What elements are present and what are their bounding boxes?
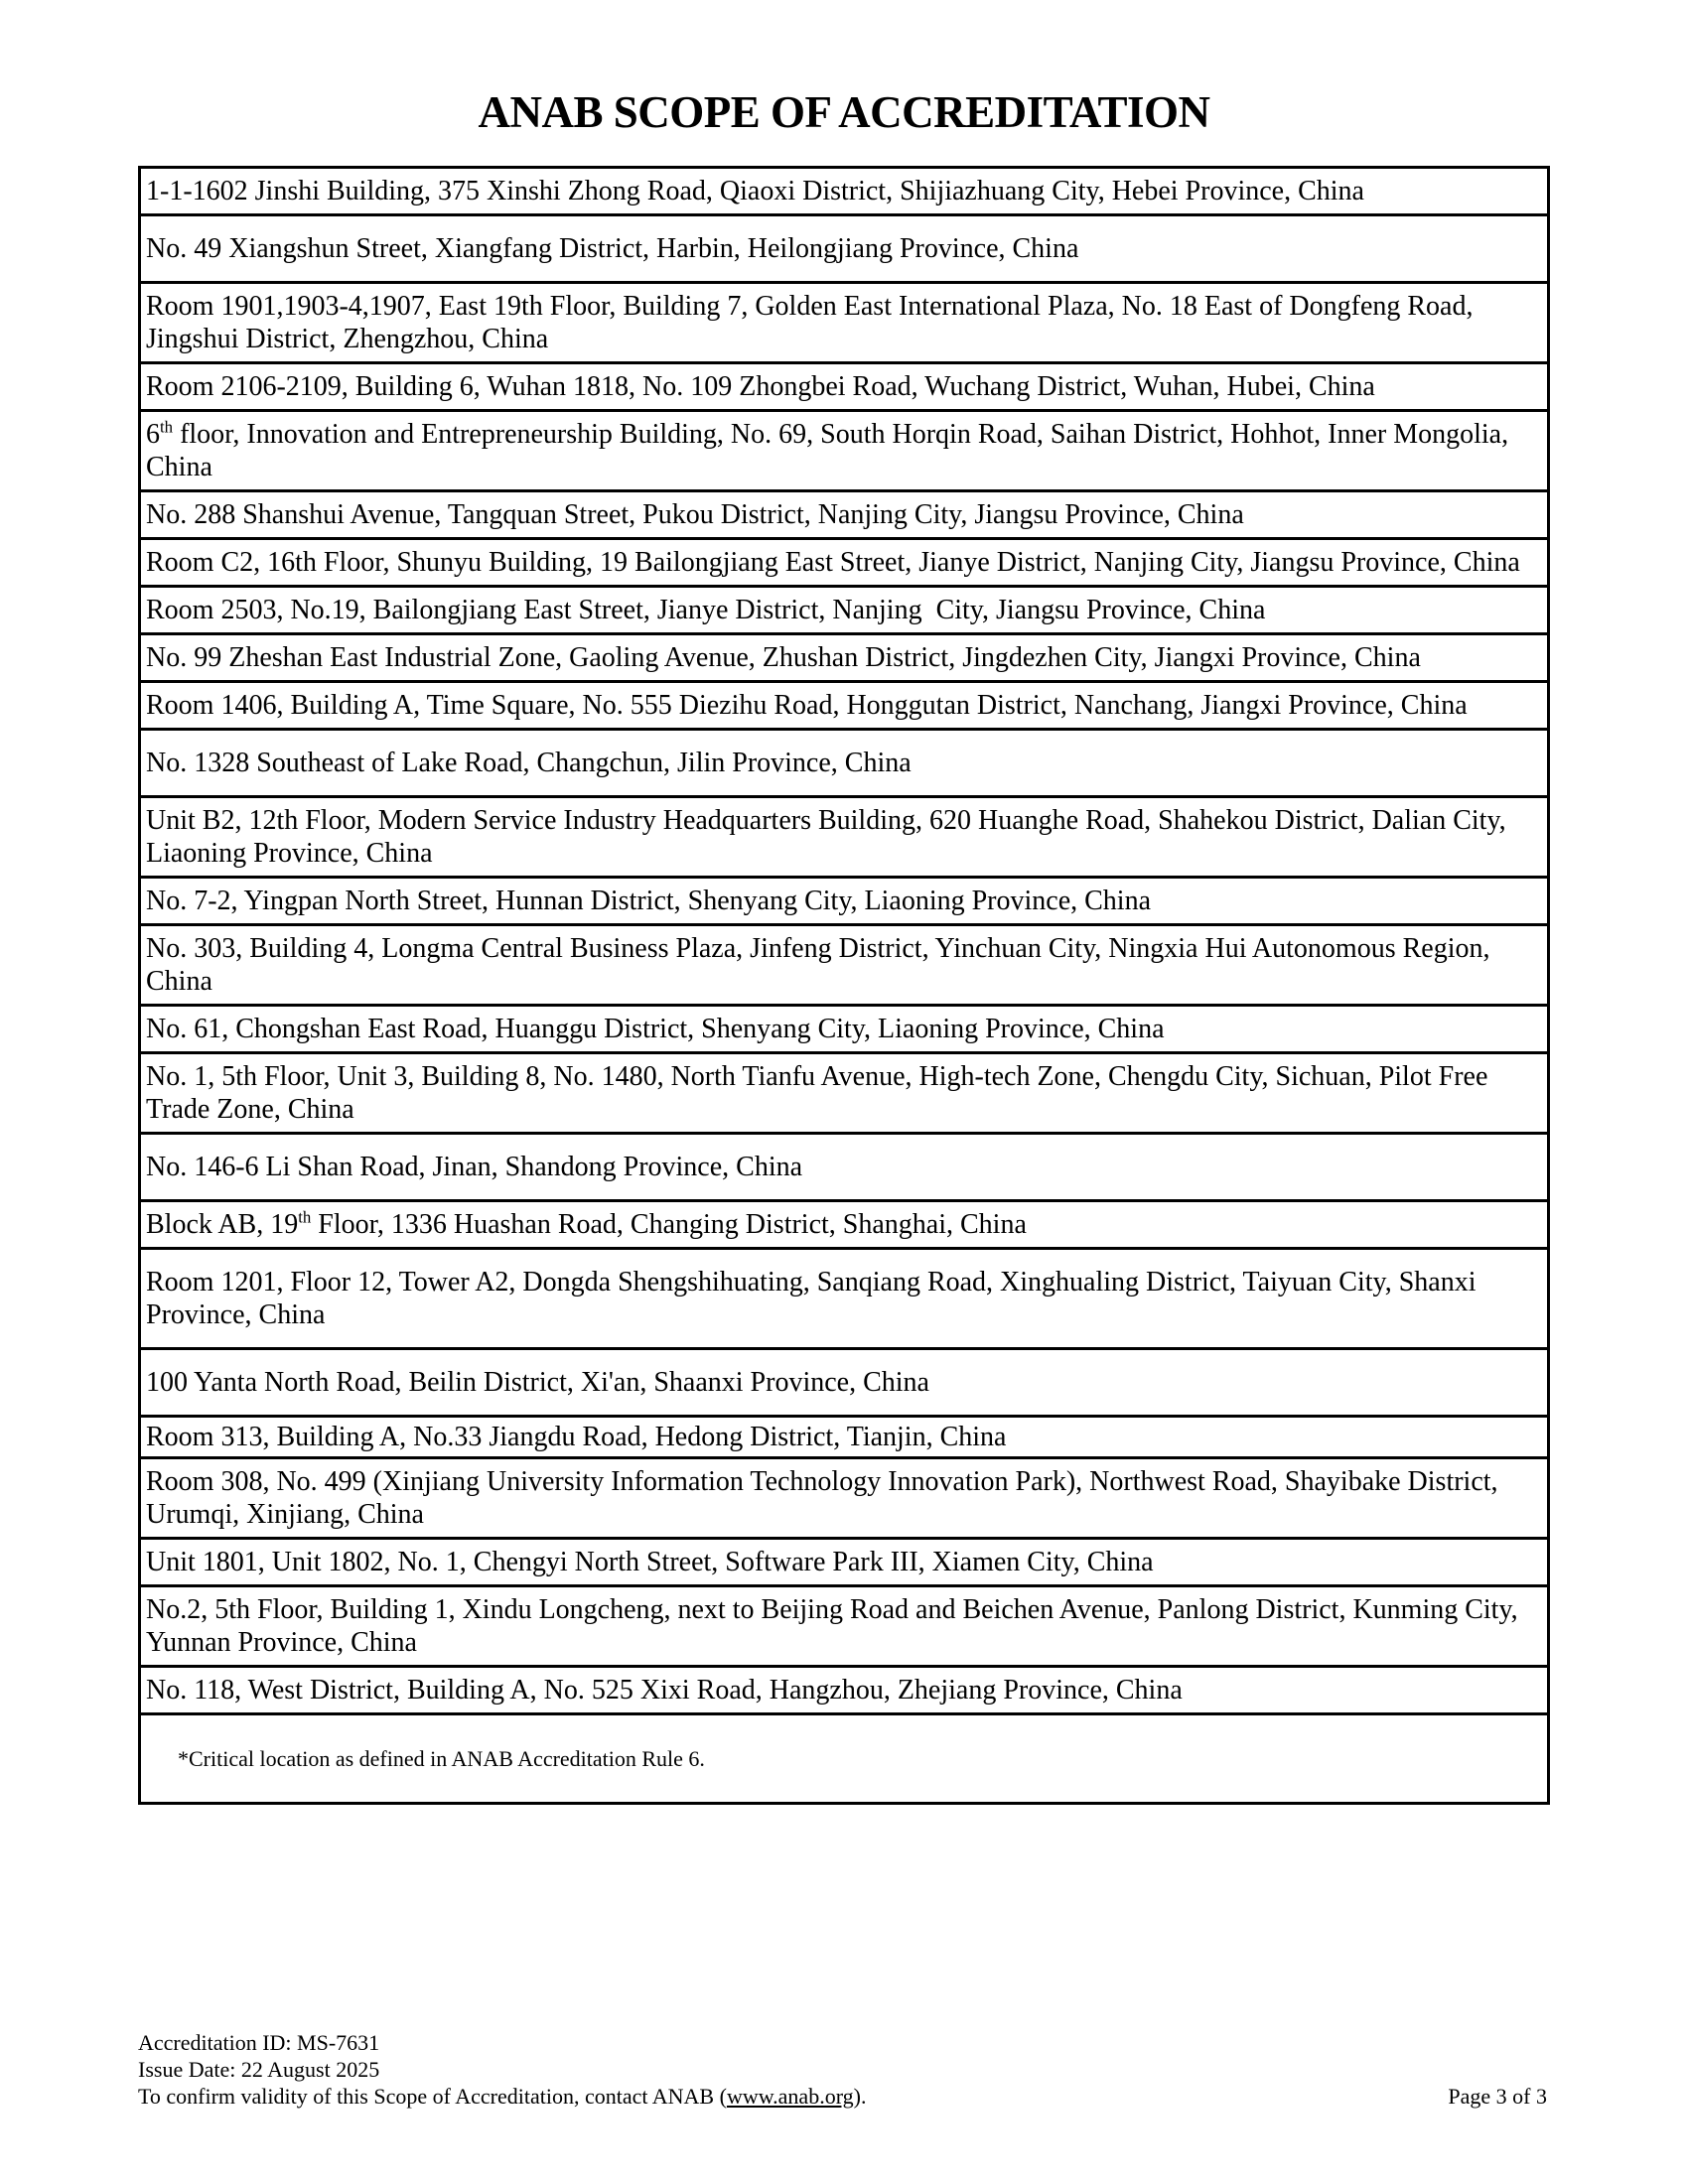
- table-row: [141, 795, 1547, 876]
- table-row: [141, 213, 1547, 281]
- address-ordinal-superscript: th: [298, 1207, 312, 1227]
- table-row: [141, 1415, 1547, 1456]
- table-row: [141, 1347, 1547, 1415]
- footer-accreditation-id: Accreditation ID: MS-7631: [138, 2030, 380, 2055]
- address-text: Room 1901,1903-4,1907, East 19th Floor, Building 7, Golden East International Plaza, No. 18 East of Dongfeng Road, Jingshui District, Zhengzhou, China: [146, 291, 1487, 354]
- address-text: No. 288 Shanshui Avenue, Tangquan Street, Pukou District, Nanjing City, Jiangsu Province, China: [146, 499, 1244, 530]
- table-row: [141, 1537, 1547, 1584]
- address-text: Floor, 1336 Huashan Road, Changing District, Shanghai, China: [311, 1209, 1027, 1240]
- footer-confirm-line: [138, 2083, 866, 2110]
- table-row: [141, 281, 1547, 361]
- address-text: Room 2106-2109, Building 6, Wuhan 1818, No. 109 Zhongbei Road, Wuchang District, Wuhan, Hubei, China: [146, 371, 1375, 402]
- address-text: No. 303, Building 4, Longma Central Business Plaza, Jinfeng District, Yinchuan City, Ningxia Hui Autonomous Region, China: [146, 933, 1497, 997]
- table-row: [141, 1584, 1547, 1665]
- address-text: Unit B2, 12th Floor, Modern Service Industry Headquarters Building, 620 Huanghe Road, Shahekou District, Dalian City, Liaoning Province, China: [146, 805, 1513, 869]
- address-text: 1-1-1602 Jinshi Building, 375 Xinshi Zhong Road, Qiaoxi District, Shijiazhuang City, Hebei Province, China: [146, 176, 1364, 206]
- address-text: 6: [146, 419, 160, 450]
- address-ordinal-superscript: th: [160, 417, 174, 437]
- table-row: [141, 585, 1547, 632]
- page-title: ANAB SCOPE OF ACCREDITATION: [478, 87, 1210, 137]
- footer-issue-date: Issue Date: 22 August 2025: [138, 2057, 380, 2082]
- address-text: Block AB, 19: [146, 1209, 299, 1240]
- address-table-body: [141, 169, 1547, 1712]
- address-text: Room C2, 16th Floor, Shunyu Building, 19 Bailongjiang East Street, Jianye District, Nanjing City, Jiangsu Province, China: [146, 547, 1520, 578]
- address-text: Room 313, Building A, No.33 Jiangdu Road, Hedong District, Tianjin, China: [146, 1422, 1007, 1452]
- table-row: [141, 1665, 1547, 1712]
- table-row: [141, 632, 1547, 680]
- table-row: [141, 728, 1547, 795]
- footnote-text: *Critical location as defined in ANAB Accreditation Rule 6.: [178, 1746, 705, 1771]
- address-text: 100 Yanta North Road, Beilin District, Xi'an, Shaanxi Province, China: [146, 1367, 929, 1398]
- address-text: floor, Innovation and Entrepreneurship Building, No. 69, South Horqin Road, Saihan District, Hohhot, Inner Mongolia, China: [146, 419, 1516, 482]
- footer-confirm-pre: To confirm validity of this Scope of Accreditation, contact ANAB (: [138, 2084, 727, 2109]
- address-table: [138, 166, 1550, 1805]
- address-text: No. 49 Xiangshun Street, Xiangfang District, Harbin, Heilongjiang Province, China: [146, 233, 1079, 264]
- address-text: No. 61, Chongshan East Road, Huanggu District, Shenyang City, Liaoning Province, China: [146, 1014, 1165, 1044]
- address-text: No.2, 5th Floor, Building 1, Xindu Longcheng, next to Beijing Road and Beichen Avenue, Panlong District, Kunming City, Yunnan Province, China: [146, 1594, 1524, 1658]
- footer: [138, 2029, 866, 2110]
- address-text: Room 308, No. 499 (Xinjiang University Information Technology Innovation Park), Northwest Road, Shayibake District, Urumqi, Xinjiang, China: [146, 1466, 1505, 1530]
- table-row: [141, 169, 1547, 213]
- table-row: [141, 537, 1547, 585]
- table-row: [141, 1199, 1547, 1247]
- table-row: [141, 1132, 1547, 1199]
- address-text: Unit 1801, Unit 1802, No. 1, Chengyi North Street, Software Park III, Xiamen City, China: [146, 1547, 1154, 1577]
- table-row: [141, 1456, 1547, 1537]
- anab-website-link[interactable]: www.anab.org: [726, 2084, 854, 2109]
- footer-confirm-post: ).: [853, 2084, 867, 2109]
- table-row: [141, 680, 1547, 728]
- address-text: Room 1201, Floor 12, Tower A2, Dongda Shengshihuating, Sanqiang Road, Xinghualing District, Taiyuan City, Shanxi Province, China: [146, 1267, 1483, 1330]
- table-row: [141, 1247, 1547, 1347]
- page-number: Page 3 of 3: [1448, 2084, 1547, 2109]
- table-row: [141, 876, 1547, 923]
- footnote-row: [141, 1712, 1547, 1802]
- address-text: No. 7-2, Yingpan North Street, Hunnan District, Shenyang City, Liaoning Province, China: [146, 886, 1152, 916]
- table-row: [141, 1051, 1547, 1132]
- address-text: Room 1406, Building A, Time Square, No. 555 Diezihu Road, Honggutan District, Nanchang, Jiangxi Province, China: [146, 690, 1468, 721]
- table-row: [141, 361, 1547, 409]
- table-row: [141, 409, 1547, 489]
- address-text: No. 1328 Southeast of Lake Road, Changchun, Jilin Province, China: [146, 748, 912, 778]
- address-text: No. 99 Zheshan East Industrial Zone, Gaoling Avenue, Zhushan District, Jingdezhen City, Jiangxi Province, China: [146, 642, 1421, 673]
- address-text: Room 2503, No.19, Bailongjiang East Street, Jianye District, Nanjing City, Jiangsu Province, China: [146, 595, 1266, 625]
- address-text: No. 118, West District, Building A, No. 525 Xixi Road, Hangzhou, Zhejiang Province, China: [146, 1675, 1183, 1706]
- table-row: [141, 923, 1547, 1004]
- address-text: No. 1, 5th Floor, Unit 3, Building 8, No. 1480, North Tianfu Avenue, High-tech Zone, Chengdu City, Sichuan, Pilot Free Trade Zone, China: [146, 1061, 1494, 1125]
- table-row: [141, 1004, 1547, 1051]
- address-text: No. 146-6 Li Shan Road, Jinan, Shandong Province, China: [146, 1152, 803, 1182]
- table-row: [141, 489, 1547, 537]
